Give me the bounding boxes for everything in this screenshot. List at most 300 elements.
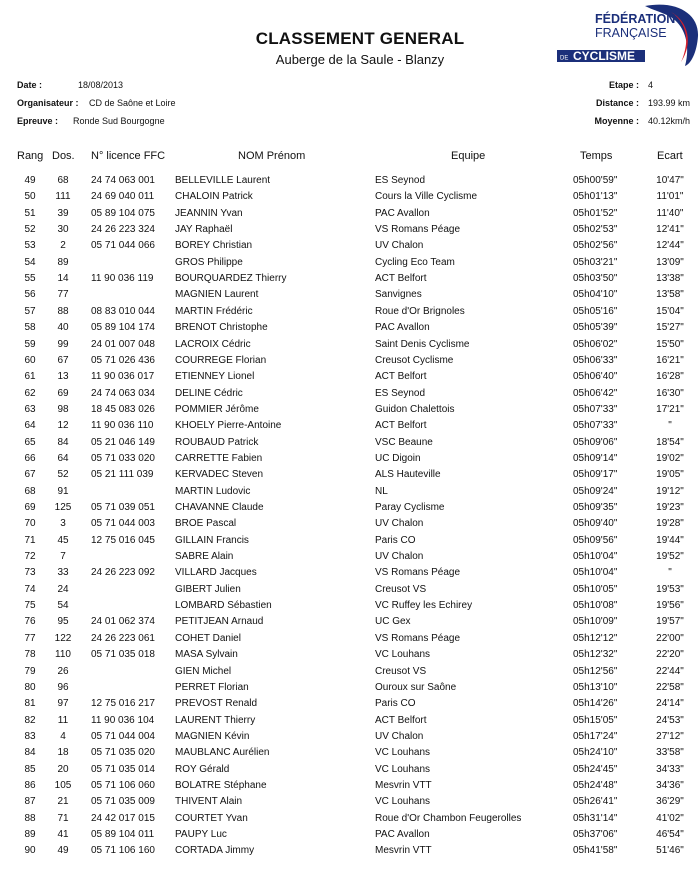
equipe-cell: ACT Belfort — [375, 371, 427, 383]
temps-cell: 05h04'10" — [573, 289, 618, 301]
col-ecart: Ecart — [657, 150, 683, 162]
table-row — [0, 371, 700, 387]
ecart-cell: 19'05" — [656, 469, 684, 481]
licence-cell: 08 83 010 044 — [91, 305, 155, 317]
licence-cell: 05 89 104 011 — [91, 829, 155, 840]
equipe-cell: UC Digoin — [375, 452, 421, 464]
rang-cell: 83 — [24, 730, 36, 742]
equipe-cell: Paris CO — [375, 698, 416, 710]
table-row — [0, 535, 700, 551]
equipe-cell: Saint Denis Cyclisme — [375, 338, 470, 350]
nom-cell: GILLAIN Francis — [175, 534, 249, 546]
page-subtitle: Auberge de la Saule - Blanzy — [275, 52, 445, 67]
temps-cell: 05h10'08" — [573, 600, 618, 612]
equipe-cell: VC Ruffey les Echirey — [375, 600, 473, 612]
ecart-cell: 16'28" — [656, 371, 684, 383]
temps-cell: 05h12'12" — [573, 632, 618, 644]
ecart-cell: 19'53" — [656, 583, 684, 595]
nom-cell: COURTET Yvan — [175, 812, 248, 824]
ecart-cell: 36'29" — [656, 796, 684, 808]
dos-cell: 13 — [57, 371, 69, 383]
dos-cell: 77 — [57, 289, 69, 301]
rang-cell: 71 — [24, 534, 36, 546]
ecart-cell: 15'04" — [656, 305, 684, 317]
table-row — [0, 273, 700, 289]
equipe-cell: Roue d'Or Chambon Feugerolles — [375, 812, 522, 824]
temps-cell: 05h24'45" — [573, 763, 618, 775]
temps-cell: 05h05'39" — [573, 322, 618, 334]
licence-cell: 05 71 044 004 — [91, 730, 155, 742]
dos-cell: 88 — [57, 305, 69, 317]
rang-cell: 89 — [24, 829, 36, 840]
equipe-cell: UV Chalon — [375, 518, 424, 530]
rang-cell: 74 — [24, 583, 36, 595]
licence-cell: 12 75 016 045 — [91, 534, 155, 546]
dos-cell: 89 — [57, 256, 69, 268]
dos-cell: 7 — [60, 551, 66, 563]
licence-cell: 11 90 036 017 — [91, 371, 155, 383]
dos-cell: 14 — [57, 273, 69, 285]
table-row — [0, 666, 700, 682]
ecart-cell: 19'52" — [656, 551, 684, 563]
table-row — [0, 224, 700, 240]
temps-cell: 05h03'50" — [573, 273, 618, 285]
licence-cell: 24 42 017 015 — [91, 812, 155, 824]
ecart-cell: " — [668, 567, 672, 579]
equipe-cell: ACT Belfort — [375, 420, 427, 432]
table-row — [0, 257, 700, 273]
ecart-cell: 11'40" — [656, 207, 684, 219]
dos-cell: 125 — [54, 502, 72, 513]
ecart-cell: 18'54" — [656, 436, 684, 448]
ecart-cell: 11'01" — [656, 191, 684, 203]
date-value: 18/08/2013 — [78, 80, 124, 90]
rang-cell: 51 — [24, 207, 36, 219]
col-nom: NOM Prénom — [238, 150, 306, 162]
dos-cell: 67 — [57, 354, 69, 366]
dos-cell: 68 — [57, 175, 69, 186]
ecart-cell: 24'14" — [656, 698, 684, 710]
equipe-cell: PAC Avallon — [375, 207, 430, 219]
equipe-cell: UV Chalon — [375, 551, 424, 563]
temps-cell: 05h10'04" — [573, 551, 618, 563]
table-row — [0, 731, 700, 747]
dos-cell: 54 — [57, 600, 69, 612]
table-row — [0, 682, 700, 698]
etape-value: 4 — [648, 80, 654, 90]
temps-cell: 05h09'06" — [573, 436, 618, 448]
table-row — [0, 339, 700, 355]
ecart-cell: 19'23" — [656, 502, 684, 513]
col-rang: Rang — [17, 150, 44, 162]
rang-cell: 66 — [24, 452, 36, 464]
temps-cell: 05h07'33" — [573, 403, 618, 415]
equipe-cell: Creusot VS — [375, 583, 427, 595]
ecart-cell: 19'57" — [656, 616, 684, 628]
dos-cell: 12 — [57, 420, 69, 432]
table-row — [0, 240, 700, 256]
nom-cell: JAY Raphaël — [175, 224, 233, 236]
licence-cell: 05 71 044 066 — [91, 240, 155, 252]
equipe-cell: Ouroux sur Saône — [375, 681, 457, 693]
nom-cell: BOURQUARDEZ Thierry — [175, 273, 287, 285]
temps-cell: 05h15'05" — [573, 714, 618, 726]
rang-cell: 70 — [24, 518, 36, 530]
nom-cell: GIEN Michel — [175, 665, 232, 677]
ecart-cell: 22'00" — [656, 632, 684, 644]
epreuve-label: Epreuve : — [17, 116, 59, 126]
dos-cell: 24 — [57, 583, 69, 595]
rang-cell: 80 — [24, 681, 36, 693]
rang-cell: 67 — [24, 469, 36, 481]
temps-cell: 05h09'17" — [573, 469, 618, 481]
dos-cell: 84 — [57, 436, 69, 448]
nom-cell: GROS Philippe — [175, 256, 243, 268]
ecart-cell: 51'46" — [656, 845, 684, 857]
licence-cell: 05 71 106 160 — [91, 845, 155, 857]
equipe-cell: VC Louhans — [375, 747, 431, 759]
rang-cell: 90 — [24, 845, 36, 857]
table-row — [0, 404, 700, 420]
rang-cell: 53 — [24, 240, 36, 252]
table-row — [0, 437, 700, 453]
equipe-cell: Mesvrin VTT — [375, 845, 432, 857]
licence-cell: 05 71 035 018 — [91, 649, 155, 661]
equipe-cell: Creusot VS — [375, 665, 427, 677]
table-row — [0, 764, 700, 780]
table-row — [0, 208, 700, 224]
dos-cell: 4 — [60, 730, 66, 742]
ecart-cell: 19'12" — [656, 485, 684, 497]
equipe-cell: Mesvrin VTT — [375, 779, 432, 791]
temps-cell: 05h09'40" — [573, 518, 618, 530]
logo-line3: CYCLISME — [573, 49, 636, 63]
equipe-cell: VSC Beaune — [375, 436, 433, 448]
rang-cell: 75 — [24, 600, 36, 612]
dos-cell: 111 — [55, 191, 71, 203]
ecart-cell: 12'44" — [656, 240, 684, 252]
licence-cell: 24 69 040 011 — [91, 191, 155, 203]
ecart-cell: 19'28" — [656, 518, 684, 530]
table-row — [0, 584, 700, 600]
logo-line1: FÉDÉRATION — [595, 12, 676, 26]
nom-cell: DELINE Cédric — [175, 387, 243, 399]
licence-cell: 05 71 035 020 — [91, 747, 155, 759]
nom-cell: CHAVANNE Claude — [175, 502, 264, 513]
etape-label: Etape : — [608, 80, 639, 90]
temps-cell: 05h26'41" — [573, 796, 618, 808]
ecart-cell: 22'58" — [656, 681, 684, 693]
moyenne-value: 40.12km/h — [648, 116, 691, 126]
nom-cell: ETIENNEY Lionel — [175, 371, 255, 383]
table-row — [0, 191, 700, 207]
licence-cell: 05 89 104 174 — [91, 322, 155, 334]
dos-cell: 98 — [57, 403, 69, 415]
temps-cell: 05h01'13" — [573, 191, 618, 203]
organisateur-label: Organisateur : — [17, 98, 79, 108]
ecart-cell: 17'21" — [656, 403, 684, 415]
temps-cell: 05h17'24" — [573, 730, 618, 742]
licence-cell: 18 45 083 026 — [91, 403, 155, 415]
licence-cell: 24 74 063 001 — [91, 175, 155, 186]
rang-cell: 52 — [24, 224, 36, 236]
licence-cell: 11 90 036 119 — [91, 273, 154, 285]
licence-cell: 05 71 106 060 — [91, 779, 155, 791]
equipe-cell: VS Romans Péage — [375, 632, 461, 644]
temps-cell: 05h06'42" — [573, 387, 618, 399]
rang-cell: 79 — [24, 665, 36, 677]
nom-cell: BOLATRE Stéphane — [175, 779, 267, 791]
date-label: Date : — [17, 80, 43, 90]
table-row — [0, 616, 700, 632]
licence-cell: 24 01 007 048 — [91, 338, 155, 350]
licence-cell: 05 21 046 149 — [91, 436, 155, 448]
rang-cell: 68 — [24, 485, 36, 497]
rang-cell: 55 — [24, 273, 36, 285]
temps-cell: 05h09'14" — [573, 452, 618, 464]
rang-cell: 86 — [24, 779, 36, 791]
nom-cell: BELLEVILLE Laurent — [175, 175, 271, 186]
table-row — [0, 845, 700, 861]
temps-cell: 05h09'56" — [573, 534, 618, 546]
ecart-cell: 10'47" — [656, 175, 684, 186]
equipe-cell: Cycling Eco Team — [375, 256, 455, 268]
dos-cell: 97 — [57, 698, 69, 710]
equipe-cell: UV Chalon — [375, 240, 424, 252]
equipe-cell: Roue d'Or Brignoles — [375, 305, 465, 317]
nom-cell: MARTIN Frédéric — [175, 305, 253, 317]
nom-cell: CARRETTE Fabien — [175, 452, 263, 464]
table-row — [0, 175, 700, 191]
table-row — [0, 306, 700, 322]
nom-cell: PERRET Florian — [175, 681, 249, 693]
table-row — [0, 600, 700, 616]
equipe-cell: ALS Hauteville — [375, 469, 441, 481]
nom-cell: BRENOT Christophe — [175, 322, 268, 334]
rang-cell: 65 — [24, 436, 36, 448]
rang-cell: 69 — [24, 502, 36, 513]
rang-cell: 62 — [24, 387, 36, 399]
page-title: CLASSEMENT GENERAL — [255, 29, 465, 48]
dos-cell: 96 — [57, 681, 69, 693]
equipe-cell: VC Louhans — [375, 796, 431, 808]
table-row — [0, 796, 700, 812]
ecart-cell: 19'02" — [656, 452, 684, 464]
nom-cell: PETITJEAN Arnaud — [175, 616, 264, 628]
table-row — [0, 747, 700, 763]
nom-cell: BROE Pascal — [175, 518, 237, 530]
rang-cell: 63 — [24, 403, 36, 415]
table-row — [0, 567, 700, 583]
nom-cell: LAURENT Thierry — [175, 714, 256, 726]
licence-cell: 05 71 044 003 — [91, 518, 155, 530]
table-row — [0, 355, 700, 371]
licence-cell: 24 26 223 061 — [91, 632, 155, 644]
nom-cell: ROY Gérald — [175, 763, 230, 775]
rang-cell: 84 — [24, 747, 36, 759]
rang-cell: 88 — [24, 812, 36, 824]
equipe-cell: ACT Belfort — [375, 273, 427, 285]
table-row — [0, 698, 700, 714]
temps-cell: 05h05'16" — [573, 305, 618, 317]
equipe-cell: VS Romans Péage — [375, 224, 461, 236]
dos-cell: 18 — [57, 747, 69, 759]
temps-cell: 05h02'56" — [573, 240, 618, 252]
ecart-cell: 22'44" — [656, 665, 684, 677]
rang-cell: 76 — [24, 616, 36, 628]
table-row — [0, 649, 700, 665]
epreuve-value: Ronde Sud Bourgogne — [73, 116, 165, 126]
table-row — [0, 420, 700, 436]
table-row — [0, 469, 700, 485]
rang-cell: 57 — [24, 305, 36, 317]
equipe-cell: PAC Avallon — [375, 829, 430, 840]
dos-cell: 45 — [57, 534, 69, 546]
licence-cell: 05 71 035 014 — [91, 763, 155, 775]
dos-cell: 95 — [57, 616, 69, 628]
table-row — [0, 289, 700, 305]
dos-cell: 20 — [57, 763, 69, 775]
table-row — [0, 388, 700, 404]
equipe-cell: VC Louhans — [375, 649, 431, 661]
table-row — [0, 633, 700, 649]
temps-cell: 05h10'05" — [573, 583, 618, 595]
temps-cell: 05h41'58" — [573, 845, 618, 857]
licence-cell: 05 71 039 051 — [91, 502, 155, 513]
dos-cell: 21 — [57, 796, 69, 808]
nom-cell: GIBERT Julien — [175, 583, 241, 595]
nom-cell: MARTIN Ludovic — [175, 485, 251, 497]
rang-cell: 56 — [24, 289, 36, 301]
nom-cell: ROUBAUD Patrick — [175, 436, 259, 448]
licence-cell: 24 74 063 034 — [91, 387, 155, 399]
ffc-logo — [557, 4, 700, 66]
temps-cell: 05h10'04" — [573, 567, 618, 579]
ecart-cell: 27'12" — [656, 730, 684, 742]
dos-cell: 33 — [57, 567, 69, 579]
col-dos: Dos. — [52, 150, 75, 162]
ecart-cell: 46'54" — [656, 829, 684, 840]
ecart-cell: 16'30" — [656, 387, 684, 399]
nom-cell: SABRE Alain — [175, 551, 234, 563]
nom-cell: COURREGE Florian — [175, 354, 267, 366]
temps-cell: 05h12'56" — [573, 665, 618, 677]
ecart-cell: 15'27" — [656, 322, 684, 334]
temps-cell: 05h14'26" — [573, 698, 618, 710]
equipe-cell: UV Chalon — [375, 730, 424, 742]
rang-cell: 54 — [24, 256, 36, 268]
table-row — [0, 551, 700, 567]
rang-cell: 73 — [24, 567, 36, 579]
table-row — [0, 322, 700, 338]
licence-cell: 05 71 033 020 — [91, 452, 155, 464]
licence-cell: 24 01 062 374 — [91, 616, 155, 628]
temps-cell: 05h12'32" — [573, 649, 618, 661]
licence-cell: 05 21 111 039 — [91, 469, 154, 481]
equipe-cell: Paris CO — [375, 534, 416, 546]
rang-cell: 64 — [24, 420, 36, 432]
dos-cell: 41 — [57, 829, 69, 840]
equipe-cell: ACT Belfort — [375, 714, 427, 726]
nom-cell: BOREY Christian — [175, 240, 253, 252]
table-row — [0, 829, 700, 845]
nom-cell: MAGNIEN Kévin — [175, 730, 250, 742]
nom-cell: POMMIER Jérôme — [175, 403, 259, 415]
ecart-cell: 34'36" — [656, 779, 684, 791]
distance-value: 193.99 km — [648, 98, 691, 108]
rang-cell: 77 — [24, 632, 36, 644]
ecart-cell: 13'09" — [656, 256, 684, 268]
rang-cell: 60 — [24, 354, 36, 366]
temps-cell: 05h06'40" — [573, 371, 618, 383]
equipe-cell: VS Romans Péage — [375, 567, 461, 579]
licence-cell: 12 75 016 217 — [91, 698, 155, 710]
temps-cell: 05h24'10" — [573, 747, 618, 759]
nom-cell: CHALOIN Patrick — [175, 191, 253, 203]
temps-cell: 05h31'14" — [573, 812, 618, 824]
nom-cell: KERVADEC Steven — [175, 469, 264, 481]
nom-cell: JEANNIN Yvan — [175, 207, 243, 219]
col-equipe: Equipe — [451, 150, 486, 162]
temps-cell: 05h02'53" — [573, 224, 618, 236]
equipe-cell: Guidon Chalettois — [375, 403, 455, 415]
logo-line2: FRANÇAISE — [595, 26, 667, 40]
dos-cell: 71 — [57, 812, 69, 824]
equipe-cell: Creusot Cyclisme — [375, 354, 454, 366]
nom-cell: MASA Sylvain — [175, 649, 238, 661]
licence-cell: 05 89 104 075 — [91, 207, 155, 219]
ecart-cell: 24'53" — [656, 714, 684, 726]
dos-cell: 30 — [57, 224, 69, 236]
nom-cell: CORTADA Jimmy — [175, 845, 255, 857]
dos-cell: 49 — [57, 845, 69, 857]
nom-cell: VILLARD Jacques — [175, 567, 257, 579]
temps-cell: 05h09'35" — [573, 502, 618, 513]
rang-cell: 82 — [24, 714, 36, 726]
ecart-cell: 41'02" — [656, 812, 684, 824]
licence-cell: 24 26 223 092 — [91, 567, 155, 579]
licence-cell: 11 90 036 104 — [91, 714, 155, 726]
temps-cell: 05h09'24" — [573, 485, 618, 497]
rang-cell: 81 — [24, 698, 36, 710]
nom-cell: MAGNIEN Laurent — [175, 289, 259, 301]
nom-cell: KHOELY Pierre-Antoine — [175, 420, 282, 432]
organisateur-value: CD de Saône et Loire — [89, 98, 176, 108]
table-row — [0, 518, 700, 534]
ecart-cell: 22'20" — [656, 649, 684, 661]
temps-cell: 05h06'02" — [573, 338, 618, 350]
nom-cell: MAUBLANC Aurélien — [175, 747, 270, 759]
ecart-cell: 13'38" — [656, 273, 684, 285]
dos-cell: 52 — [57, 469, 69, 481]
rang-cell: 50 — [24, 191, 36, 203]
equipe-cell: ES Seynod — [375, 387, 426, 399]
rang-cell: 78 — [24, 649, 36, 661]
dos-cell: 91 — [57, 485, 69, 497]
ecart-cell: " — [668, 420, 672, 432]
equipe-cell: VC Louhans — [375, 763, 431, 775]
temps-cell: 05h07'33" — [573, 420, 618, 432]
ecart-cell: 16'21" — [656, 354, 684, 366]
table-row — [0, 715, 700, 731]
temps-cell: 05h06'33" — [573, 354, 618, 366]
table-row — [0, 813, 700, 829]
dos-cell: 110 — [55, 649, 71, 661]
rang-cell: 61 — [24, 371, 36, 383]
col-temps: Temps — [580, 150, 613, 162]
dos-cell: 11 — [57, 714, 69, 726]
table-row — [0, 780, 700, 796]
